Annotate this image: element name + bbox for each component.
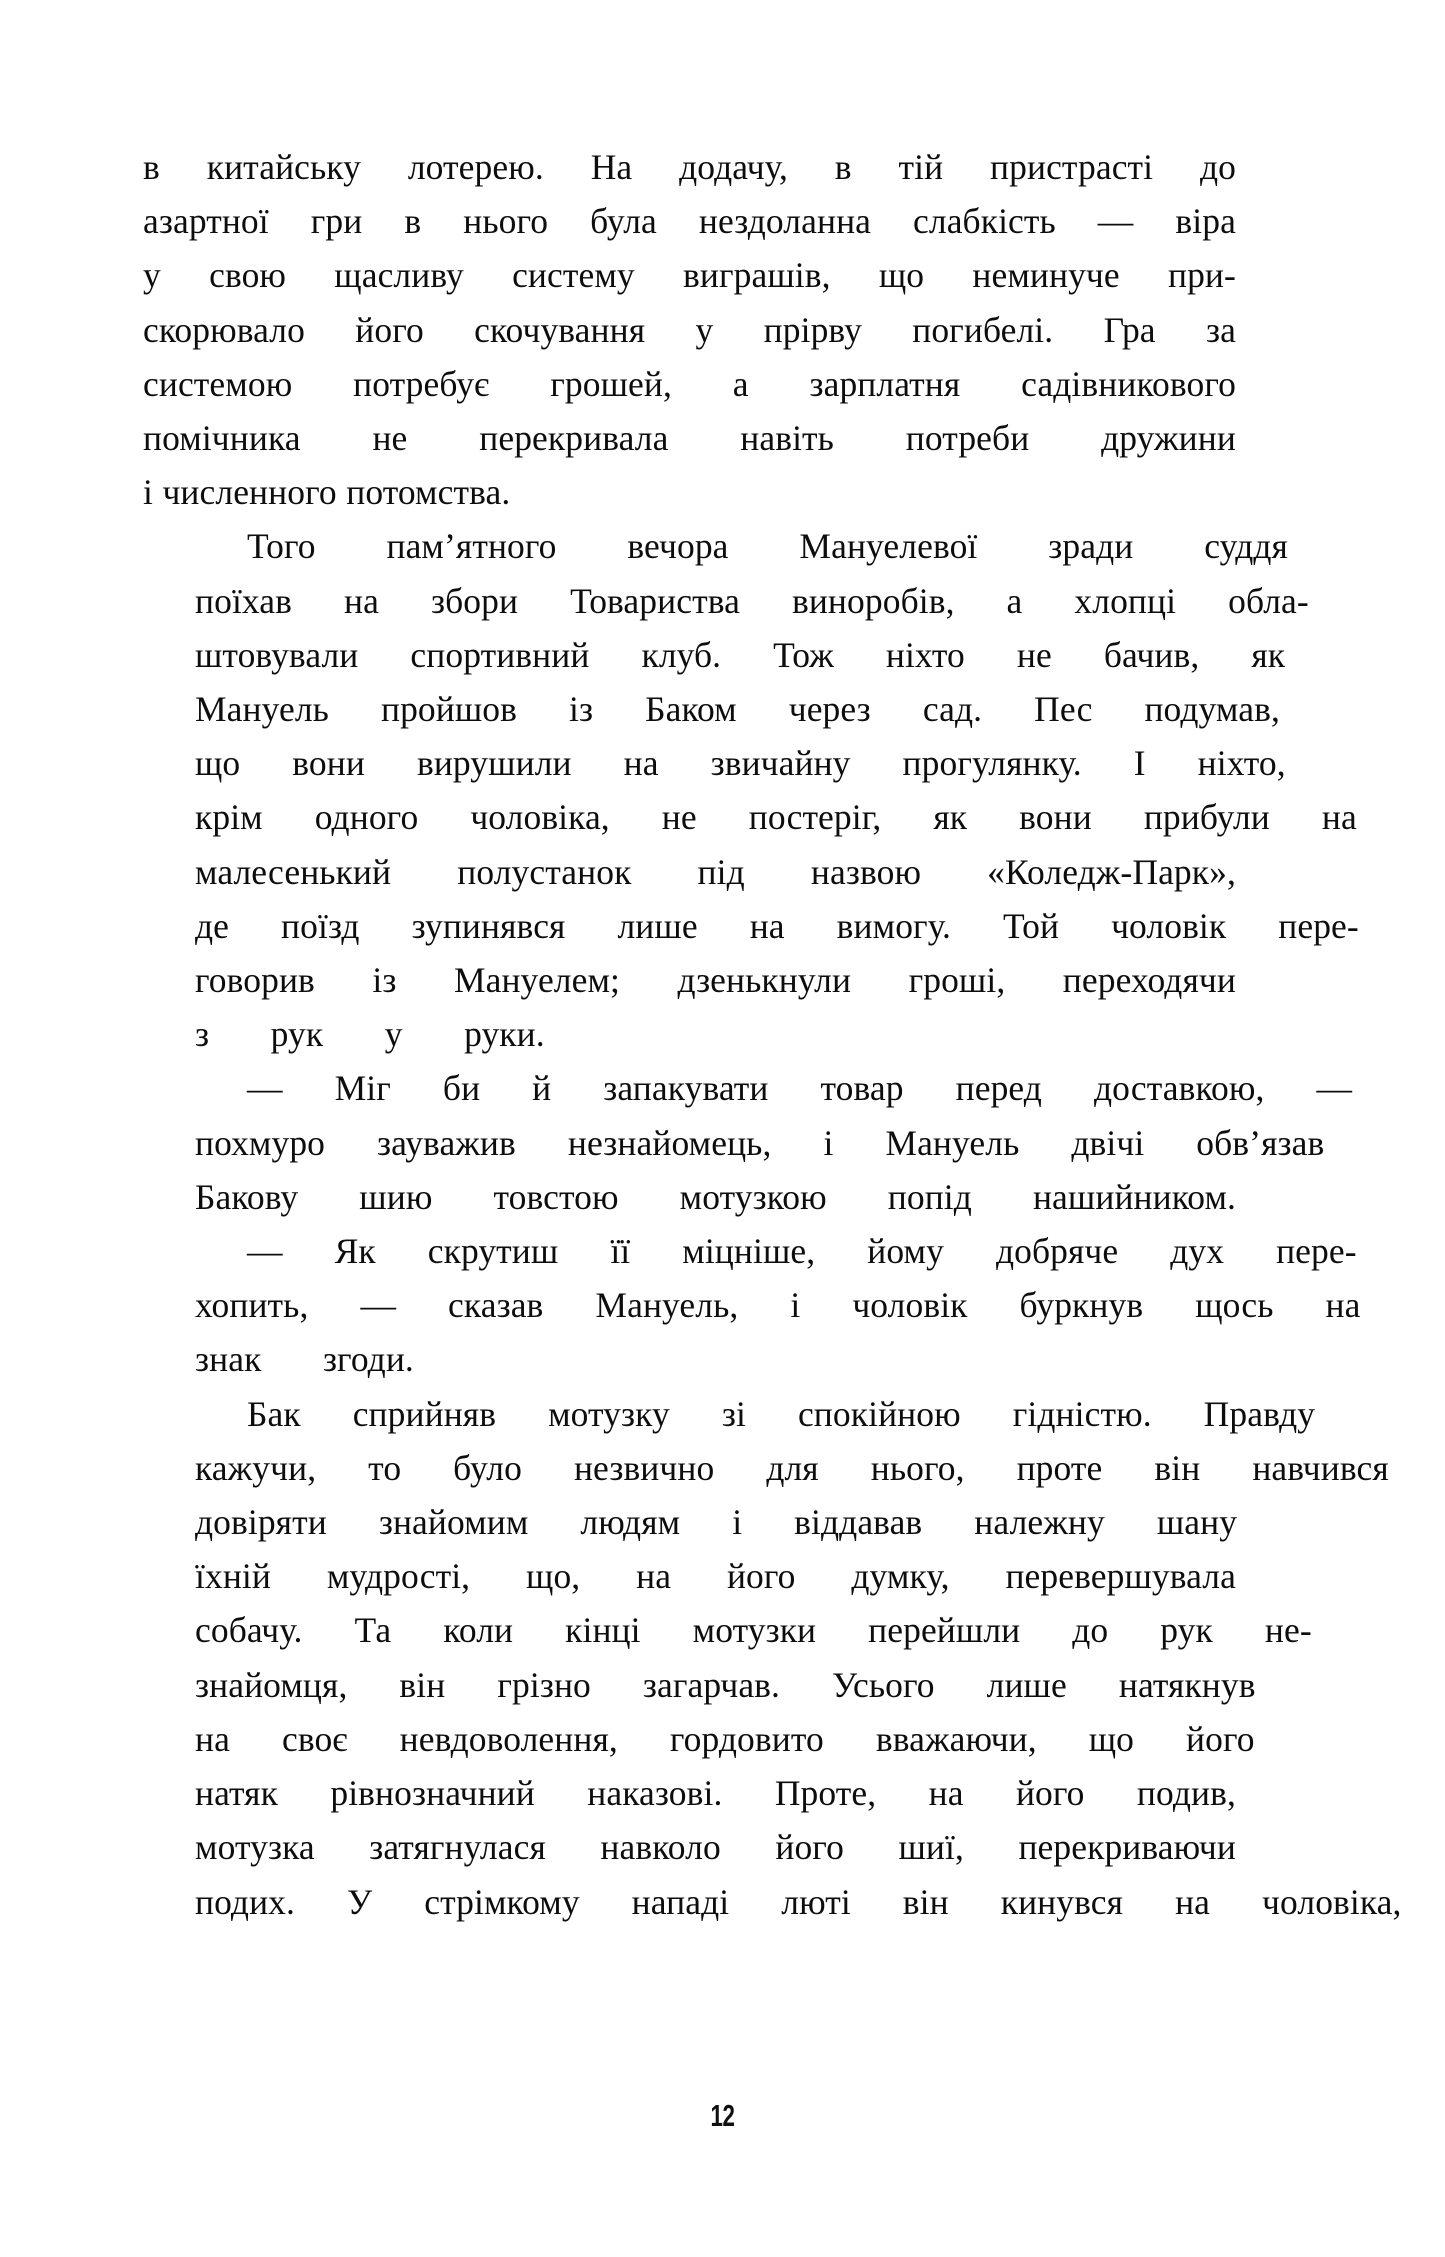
word: говорив xyxy=(195,960,315,1001)
word: він xyxy=(399,1664,446,1705)
word: сказав xyxy=(448,1285,544,1326)
word: коли xyxy=(443,1610,514,1651)
word-space xyxy=(403,1007,413,1061)
word: затягнулася xyxy=(369,1827,546,1868)
word: чоловік xyxy=(1111,905,1227,946)
word: рук xyxy=(270,1014,324,1055)
word-space xyxy=(153,465,163,519)
word: гідністю. xyxy=(1012,1393,1152,1434)
text-line xyxy=(143,628,1286,682)
word: незнайомець, xyxy=(567,1122,772,1163)
word: знайомця, xyxy=(195,1664,348,1705)
word: перевершувала xyxy=(1005,1556,1236,1597)
word: на xyxy=(749,905,785,946)
word: доставкою, xyxy=(1093,1068,1265,1109)
word: до xyxy=(1072,1610,1109,1651)
word: клуб. xyxy=(641,634,722,675)
word: чоловіка, xyxy=(470,797,610,838)
word: нього xyxy=(463,201,549,242)
word: — xyxy=(360,1285,397,1326)
word: обла- xyxy=(1228,580,1309,621)
text-line xyxy=(143,1712,1255,1766)
word: його xyxy=(355,309,424,350)
word: погибелі. xyxy=(912,309,1054,350)
word: щасливу xyxy=(334,255,464,296)
word: прогулянку. xyxy=(902,743,1082,784)
word: і xyxy=(790,1285,801,1326)
word-space xyxy=(261,1332,271,1386)
word: проте xyxy=(1016,1447,1103,1488)
word: Мануель xyxy=(885,1122,1020,1163)
word: Того xyxy=(247,526,316,567)
word: віддавав xyxy=(794,1502,923,1543)
word: потребує xyxy=(353,363,490,404)
word: з xyxy=(195,1014,210,1055)
word: сад. xyxy=(922,689,983,730)
text-line xyxy=(143,1278,1361,1332)
word: — xyxy=(1097,201,1134,242)
word: його xyxy=(1015,1773,1085,1814)
word: пристрасті xyxy=(990,147,1154,187)
word: потреби xyxy=(905,418,1030,459)
word: стрімкому xyxy=(424,1881,580,1922)
paragraph-3 xyxy=(143,1061,1353,1224)
word: Міг xyxy=(334,1068,391,1109)
word: похмуро xyxy=(195,1122,326,1163)
word: вважаючи, xyxy=(875,1718,1037,1759)
word: нездоланна xyxy=(698,201,872,242)
word: дружини xyxy=(1101,418,1236,459)
word: на xyxy=(636,1556,672,1597)
word: мудрості, xyxy=(326,1556,471,1597)
word: прибули xyxy=(1143,797,1270,838)
word: поїхав xyxy=(195,580,293,621)
word: своє xyxy=(281,1718,348,1759)
word: У xyxy=(347,1881,373,1922)
word: — xyxy=(1316,1068,1353,1109)
word: неминуче xyxy=(972,255,1120,296)
word: її xyxy=(610,1231,631,1272)
text-line xyxy=(143,1116,1325,1170)
word: була xyxy=(590,201,657,242)
page-text-block xyxy=(143,140,1402,1929)
word: натякнув xyxy=(1118,1664,1256,1705)
word: пройшов xyxy=(380,689,518,730)
word: кинувся xyxy=(1000,1881,1124,1922)
word: шану xyxy=(1156,1502,1238,1543)
word: вони xyxy=(1019,797,1092,838)
text-line xyxy=(143,574,1309,628)
word: невдоволення, xyxy=(399,1718,618,1759)
word: китайську xyxy=(206,147,362,187)
word: лише xyxy=(617,905,698,946)
word: під xyxy=(697,851,745,892)
word: як xyxy=(933,797,968,838)
word: хопить, xyxy=(195,1285,309,1326)
word: перейшли xyxy=(868,1610,1021,1651)
text-line xyxy=(143,736,1286,790)
word: І xyxy=(1133,743,1146,784)
text-line xyxy=(143,519,1288,573)
word: прірву xyxy=(763,309,862,350)
word: вечора xyxy=(627,526,729,567)
word: слабкість xyxy=(913,201,1056,242)
word: полустанок xyxy=(457,851,632,892)
word: Гра xyxy=(1103,309,1156,350)
word: на xyxy=(1175,1881,1211,1922)
word: поїзд xyxy=(281,905,360,946)
word: людям xyxy=(580,1502,681,1543)
paragraph-4 xyxy=(143,1224,1361,1387)
text-line xyxy=(143,1007,1236,1061)
word: Бак xyxy=(247,1393,301,1434)
word: спокійною xyxy=(797,1393,961,1434)
word: Проте, xyxy=(774,1773,877,1814)
word-space xyxy=(209,1007,219,1061)
text-line xyxy=(143,465,1236,519)
word: де xyxy=(195,905,230,946)
word: а xyxy=(1006,580,1023,621)
word: Пес xyxy=(1034,689,1093,730)
word: тій xyxy=(898,147,944,187)
word: садівникового xyxy=(1021,363,1236,404)
word: бачив, xyxy=(1103,634,1200,675)
word: «Коледж-Парк», xyxy=(987,851,1236,892)
text-line xyxy=(143,1495,1236,1549)
word: подумав, xyxy=(1144,689,1280,730)
word: Усього xyxy=(832,1664,935,1705)
word: не xyxy=(372,418,408,459)
word: належну xyxy=(974,1502,1105,1543)
word: що xyxy=(878,255,925,296)
word: він xyxy=(902,1881,949,1922)
word: як xyxy=(1251,634,1286,675)
word: подив, xyxy=(1136,1773,1236,1814)
word-space xyxy=(298,1170,307,1224)
word: мотузку xyxy=(548,1393,670,1434)
word: на xyxy=(344,580,379,621)
word: виграшів, xyxy=(683,255,831,296)
word: дух xyxy=(1170,1231,1225,1272)
word: подих. xyxy=(195,1881,296,1922)
word: перекриваючи xyxy=(1018,1827,1236,1868)
word: системою xyxy=(143,363,293,404)
word: міцніше, xyxy=(682,1231,816,1272)
word: — xyxy=(247,1231,283,1272)
text-line xyxy=(143,1441,1389,1495)
text-line xyxy=(143,1603,1312,1657)
text-line xyxy=(143,140,1236,194)
paragraph-1 xyxy=(143,140,1236,519)
text-line xyxy=(143,845,1236,899)
word: свою xyxy=(209,255,287,296)
word: вирушили xyxy=(416,743,572,784)
word: хлопці xyxy=(1074,580,1177,621)
word: наказові. xyxy=(587,1773,723,1814)
word-space xyxy=(337,465,347,519)
word: довіряти xyxy=(195,1502,327,1543)
word: віра xyxy=(1175,201,1236,242)
word: на xyxy=(928,1773,964,1814)
word: обв’язав xyxy=(1196,1122,1325,1163)
word: на xyxy=(623,743,659,784)
word: крім xyxy=(195,797,263,838)
word: нашийником. xyxy=(1032,1176,1236,1217)
word: його xyxy=(726,1556,796,1597)
word: помічника xyxy=(143,418,301,459)
word: зупинявся xyxy=(411,905,566,946)
word: пере- xyxy=(1276,1231,1357,1272)
word: до xyxy=(1199,147,1236,187)
text-line xyxy=(143,248,1236,302)
paragraph-5 xyxy=(143,1387,1402,1929)
word: Тож xyxy=(773,634,834,675)
word: Мануелем; xyxy=(453,960,620,1001)
word: не xyxy=(1016,634,1052,675)
word: не- xyxy=(1264,1610,1312,1651)
word: шию xyxy=(359,1176,433,1217)
word: малесенький xyxy=(195,851,392,892)
text-line xyxy=(143,899,1359,953)
word: що xyxy=(1088,1718,1135,1759)
word: із xyxy=(372,960,397,1001)
word: і xyxy=(823,1122,834,1163)
word: зауважив xyxy=(377,1122,516,1163)
word-space xyxy=(972,1170,981,1224)
text-line xyxy=(143,1332,1236,1386)
word: що xyxy=(195,743,241,784)
text-line xyxy=(143,303,1236,357)
word-space xyxy=(827,1170,836,1224)
text-line xyxy=(143,411,1236,465)
word: Та xyxy=(354,1610,392,1651)
text-line xyxy=(143,1820,1236,1874)
word: у xyxy=(143,255,161,296)
text-line xyxy=(143,682,1280,736)
word-space xyxy=(432,1170,441,1224)
word: і xyxy=(732,1502,743,1543)
word: суддя xyxy=(1204,526,1288,567)
word: товар xyxy=(820,1068,904,1109)
word: зради xyxy=(1048,526,1134,567)
word: перед xyxy=(955,1068,1042,1109)
word-space xyxy=(619,1170,628,1224)
paragraph-2 xyxy=(143,519,1359,1061)
word: й xyxy=(532,1068,552,1109)
word: запакувати xyxy=(603,1068,769,1109)
word: на xyxy=(195,1718,230,1759)
word: Той xyxy=(1002,905,1060,946)
text-line xyxy=(143,1387,1316,1441)
word: одного xyxy=(314,797,419,838)
word: загарчав. xyxy=(642,1664,781,1705)
word: переходячи xyxy=(1062,960,1236,1001)
word: — xyxy=(247,1068,283,1109)
word: і xyxy=(143,472,153,513)
word: було xyxy=(453,1447,522,1488)
word: добряче xyxy=(995,1231,1119,1272)
word: сприйняв xyxy=(352,1393,497,1434)
word: Правду xyxy=(1203,1393,1316,1434)
text-line xyxy=(143,790,1357,844)
word: на xyxy=(1321,797,1357,838)
word: чоловіка, xyxy=(1262,1881,1402,1922)
word: численного xyxy=(162,472,337,513)
word: Мануель xyxy=(195,689,329,730)
word: звичайну xyxy=(710,743,851,784)
word: думку, xyxy=(851,1556,950,1597)
word: що, xyxy=(526,1556,581,1597)
word: Товариства xyxy=(570,580,740,621)
text-line xyxy=(143,953,1236,1007)
word: Бакову xyxy=(195,1176,299,1217)
word-space xyxy=(323,1007,333,1061)
word: незвично xyxy=(573,1447,715,1488)
word: гордовито xyxy=(669,1718,824,1759)
word: грошей, xyxy=(550,363,672,404)
word: лише xyxy=(986,1664,1067,1705)
word: На xyxy=(590,147,633,187)
text-line xyxy=(143,194,1236,248)
word: пам’ятного xyxy=(386,526,557,567)
word: вони xyxy=(292,743,365,784)
word: збори xyxy=(430,580,519,621)
word: то xyxy=(368,1447,402,1488)
word: ніхто xyxy=(885,634,965,675)
word: рівнозначний xyxy=(330,1773,535,1814)
word: згоди. xyxy=(322,1339,414,1380)
word: двічі xyxy=(1071,1122,1145,1163)
word: у xyxy=(384,1014,403,1055)
word: зі xyxy=(721,1393,746,1434)
word: кажучи, xyxy=(195,1447,317,1488)
word: гроші, xyxy=(908,960,1006,1001)
word: би xyxy=(442,1068,481,1109)
word: нього, xyxy=(870,1447,965,1488)
word: у xyxy=(695,309,714,350)
word: навколо xyxy=(600,1827,721,1868)
text-line xyxy=(143,1224,1357,1278)
word: люті xyxy=(781,1881,851,1922)
word: а xyxy=(732,363,749,404)
word: виноробів, xyxy=(791,580,955,621)
word: грізно xyxy=(497,1664,591,1705)
word: штовували xyxy=(195,634,359,675)
word: попід xyxy=(887,1176,972,1217)
word: кінці xyxy=(565,1610,641,1651)
word: мотузка xyxy=(195,1827,315,1868)
word: дзенькнули xyxy=(677,960,852,1001)
word: їхній xyxy=(195,1556,271,1597)
word: знайомим xyxy=(378,1502,529,1543)
word: спортивний xyxy=(410,634,590,675)
word: нападі xyxy=(631,1881,730,1922)
word: Мануель, xyxy=(595,1285,739,1326)
word: перекривала xyxy=(479,418,669,459)
word: навіть xyxy=(740,418,834,459)
word: назвою xyxy=(810,851,922,892)
word: шиї, xyxy=(898,1827,964,1868)
text-line xyxy=(143,1875,1402,1929)
word: він xyxy=(1154,1447,1201,1488)
word: натяк xyxy=(195,1773,278,1814)
word: лотерею. xyxy=(407,147,544,187)
word: потомства. xyxy=(346,472,511,513)
text-line xyxy=(143,1658,1256,1712)
text-line xyxy=(143,357,1236,411)
word: ніхто, xyxy=(1197,743,1286,784)
word: товстою xyxy=(493,1176,619,1217)
word: його xyxy=(775,1827,844,1868)
word: руки. xyxy=(464,1014,545,1055)
word: додачу, xyxy=(679,147,788,187)
word: для xyxy=(766,1447,819,1488)
word: гри xyxy=(310,201,363,242)
word: вимогу. xyxy=(836,905,951,946)
word: скочування xyxy=(474,309,646,350)
word: щось xyxy=(1195,1285,1274,1326)
word: Мануелевої xyxy=(799,526,978,567)
word: знак xyxy=(195,1339,262,1380)
word: систему xyxy=(512,255,635,296)
text-line xyxy=(143,1061,1353,1115)
text-line xyxy=(143,1170,1236,1224)
word: не xyxy=(661,797,697,838)
word: в xyxy=(404,201,422,242)
word: йому xyxy=(867,1231,944,1272)
text-line xyxy=(143,1766,1236,1820)
word: за xyxy=(1205,309,1236,350)
word: в xyxy=(143,147,160,187)
word: Баком xyxy=(645,689,737,730)
page-number: 12 xyxy=(710,2098,735,2133)
text-line xyxy=(143,1549,1236,1603)
word: мотузкою xyxy=(679,1176,827,1217)
word: пере- xyxy=(1278,905,1359,946)
word: при- xyxy=(1167,255,1236,296)
word: зарплатня xyxy=(809,363,961,404)
word: азартної xyxy=(143,201,269,242)
word: скрутиш xyxy=(427,1231,559,1272)
word: скорювало xyxy=(143,309,305,350)
word: його xyxy=(1186,1718,1255,1759)
word: Як xyxy=(334,1231,376,1272)
word: чоловік xyxy=(852,1285,968,1326)
word: через xyxy=(788,689,871,730)
word: постеріг, xyxy=(748,797,882,838)
word: навчився xyxy=(1252,1447,1389,1488)
word: із xyxy=(569,689,594,730)
word: рук xyxy=(1160,1610,1213,1651)
word: мотузки xyxy=(692,1610,817,1651)
word: собачу. xyxy=(195,1610,303,1651)
word: буркнув xyxy=(1019,1285,1144,1326)
word: на xyxy=(1325,1285,1361,1326)
word: в xyxy=(834,147,852,187)
